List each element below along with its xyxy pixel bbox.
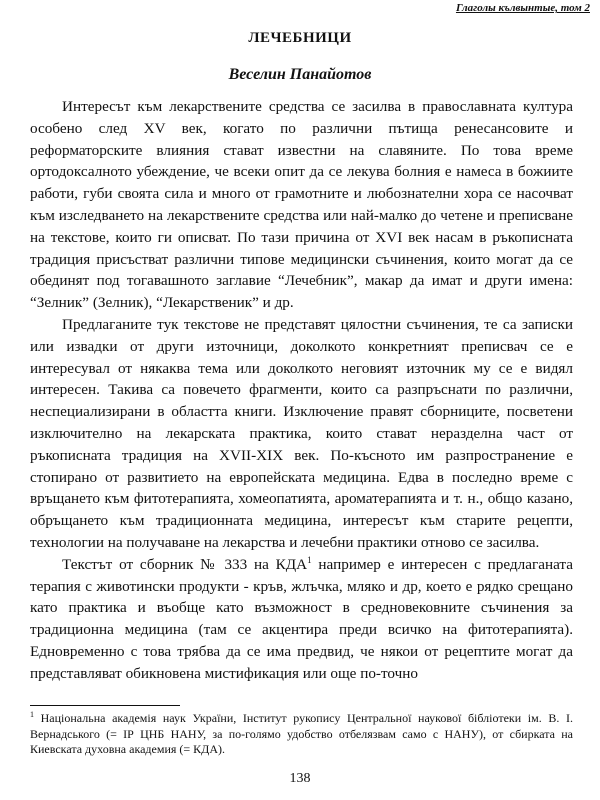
- paragraph-3: [30, 554, 573, 685]
- page-number: 138: [289, 771, 311, 786]
- paragraph-2: Предлаганите тук текстове не представят цялостни съчинения, те са записки или извадки от други източници, доколкото конкретният преписвач се е интересувал от някаква тема или доколкото неговият източник му се е видял интересен. Такива са повечето фрагменти, които са разпръснати по различни, неспециализирани в областта книги. Изключение правят сборниците, посветени изключително на лекарската практика, които стават неразделна част от ръкописната традиция на XVII-XIX век. По-късното им разпространение е стопирано от развитието на европейската медицина. Едва в последно време с връщането към фитотерапията, хомеопатията, ароматерапията и т. н., общо казано, обръщането към традиционната медицина, интересът към старите рецепти, технологии на получаване на лекарства и лечебни практики отново се засилва.: [30, 315, 573, 551]
- article-author: Веселин Панайотов: [228, 66, 372, 83]
- footnote: [30, 711, 573, 758]
- footnote-text: Національна академія наук України, Інститут рукопису Центральної наукової бібліотеки ім. В. І. Вернадського (= ІР ЦНБ НАНУ, за по-голямо удобство отбелязвам само с НАНУ), от сбирката на Киевската духовна академия (= КДА).: [30, 711, 573, 756]
- paragraph-3-rest: например е интересен с предлаганата терапия с животински продукти - кръв, жлъчка, мляко и др, което е рядко срещано като практика и въобще като възможност в средновековните съчинения за традиционна медицина (там се акцентира преди всичко на фитотерапията). Едновременно с това трябва да се има предвид, че някои от рецептите могат да представляват обикновена мистификация или още по-точно: [30, 555, 573, 682]
- paragraph-3-start: Текстът от сборник № 333 на КДА: [62, 555, 308, 573]
- article-body: [30, 96, 573, 685]
- article-title: ЛЕЧЕБНИЦИ: [248, 30, 352, 46]
- running-header: Глаголы кълвынтые, том 2: [455, 2, 590, 14]
- footnote-reference[interactable]: 1: [307, 554, 312, 565]
- footnote-separator: [30, 705, 180, 706]
- footnote-mark: 1: [30, 710, 34, 719]
- paragraph-1: Интересът към лекарствените средства се засилва в православната култура особено след XV век, когато по различни пътища ренесансовите и реформаторските влияния стават известни на славяните. По това време ортодоксалното убеждение, че всеки опит да се лекува болния е намеса в божиите работи, губи своята сила и много от грамотните и любознателни хора се насочват към изследването на лекарствените средства или най-малко до четене и преписване на текстове, които ги описват. По тази причина от XVI век насам в ръкописната традиция присъстват различни типове медицински съчинения, които могат да се обединят под тогавашното заглавие “Лечебник”, макар да имат и други имена: “Зелник” (Зелник), “Лекарственик” и др.: [30, 98, 573, 312]
